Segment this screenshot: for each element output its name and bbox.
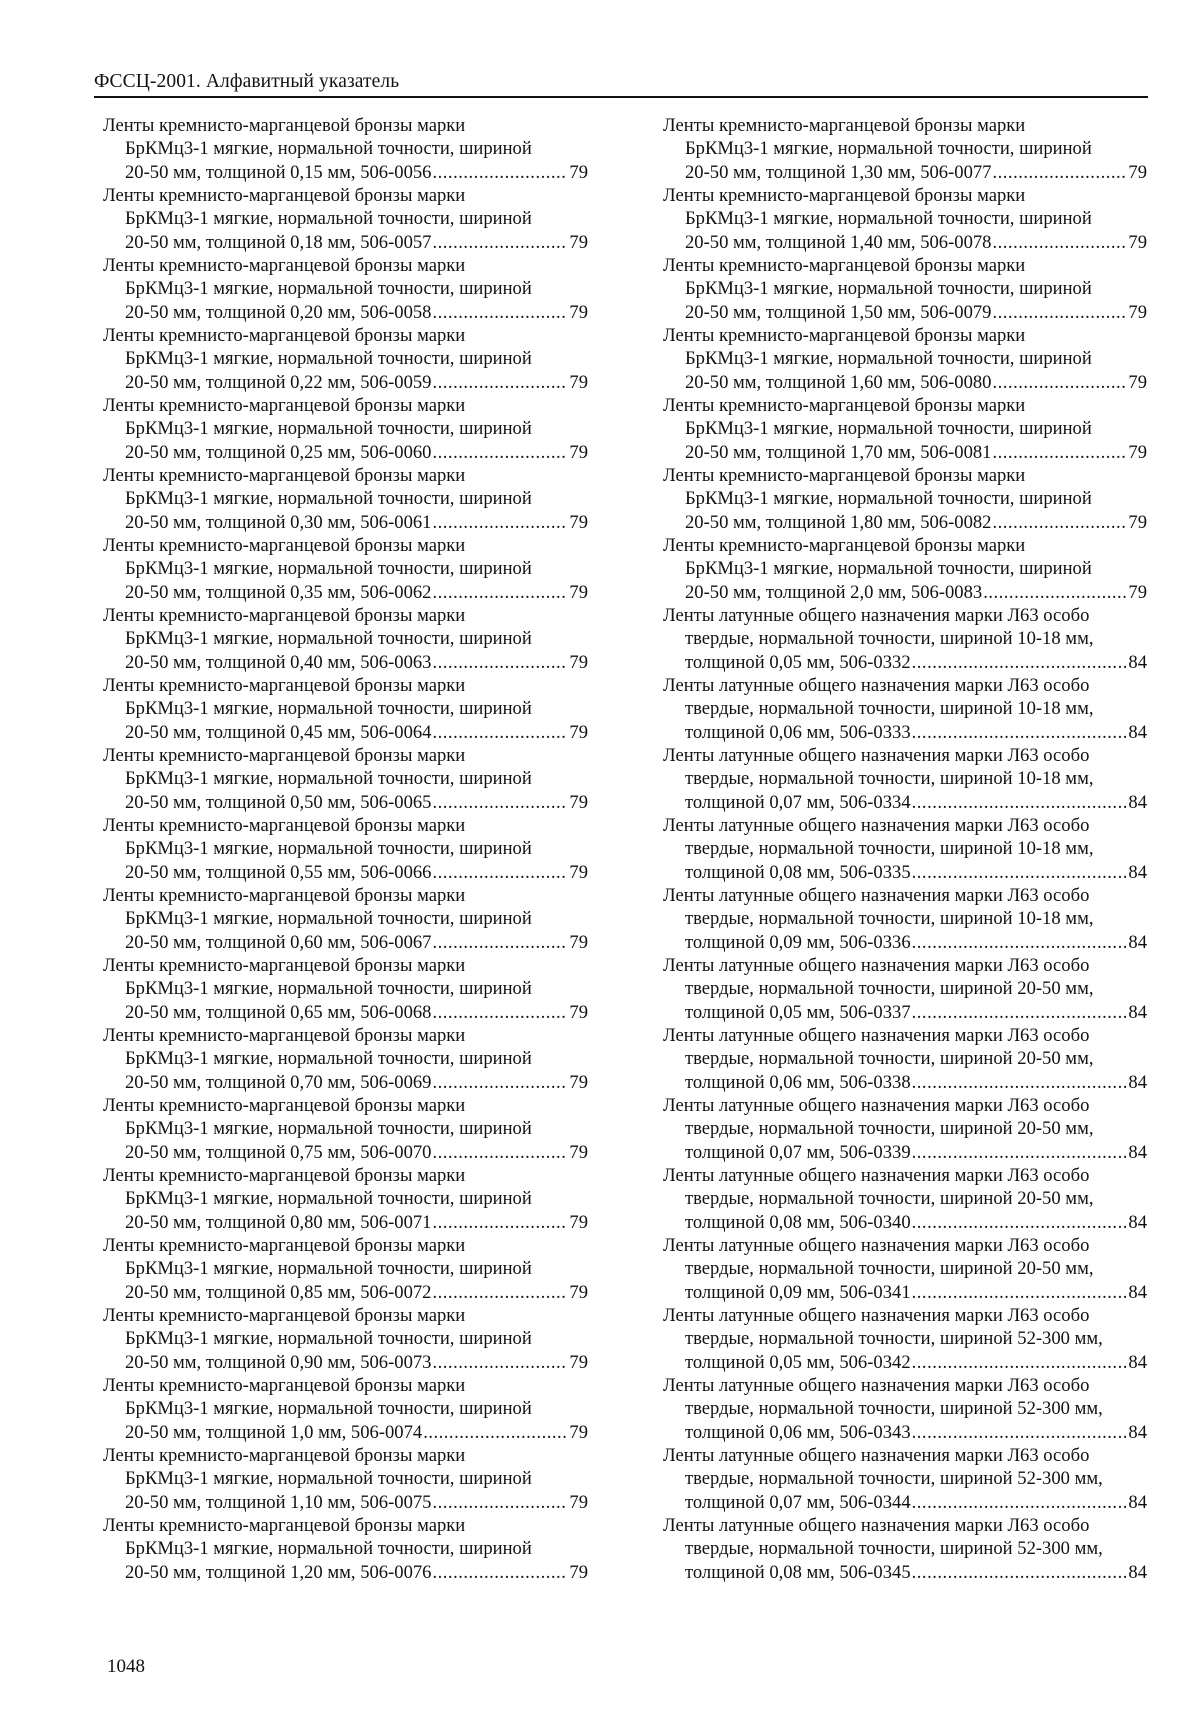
dot-leader: [912, 931, 1127, 954]
entry-code-text: 20-50 мм, толщиной 0,55 мм, 506-0066: [125, 861, 432, 883]
entry-line-1: Ленты кремнисто-марганцевой бронзы марки: [103, 815, 466, 836]
entry-line-3: [103, 1561, 588, 1584]
entry-line-2: твердые, нормальной точности, шириной 20-50 мм,: [685, 1118, 1094, 1140]
entry-line-1: Ленты кремнисто-марганцевой бронзы марки: [103, 325, 466, 346]
dot-leader: [432, 1491, 567, 1514]
index-column-left: [103, 114, 588, 1584]
entry-line-2: БрКМц3-1 мягкие, нормальной точности, шириной: [125, 1468, 532, 1490]
entry-code-text: толщиной 0,09 мм, 506-0336: [685, 931, 911, 953]
dot-leader: [432, 791, 567, 814]
dot-leader: [992, 161, 1126, 184]
entry-page-ref: 79: [569, 371, 588, 393]
entry-code-text: 20-50 мм, толщиной 0,60 мм, 506-0067: [125, 931, 432, 953]
entry-code-text: толщиной 0,05 мм, 506-0337: [685, 1001, 911, 1023]
entry-page-ref: 84: [1128, 1001, 1147, 1023]
entry-line-1: Ленты кремнисто-марганцевой бронзы марки: [103, 535, 466, 556]
dot-leader: [432, 1281, 567, 1304]
entry-line-2: БрКМц3-1 мягкие, нормальной точности, шириной: [685, 348, 1092, 370]
index-entry: [103, 1374, 588, 1444]
entry-line-3: [103, 651, 588, 674]
entry-page-ref: 84: [1128, 1351, 1147, 1373]
dot-leader: [912, 1421, 1127, 1444]
entry-code-text: 20-50 мм, толщиной 0,22 мм, 506-0059: [125, 371, 432, 393]
dot-leader: [912, 791, 1127, 814]
entry-page-ref: 79: [1128, 371, 1147, 393]
entry-line-2: БрКМц3-1 мягкие, нормальной точности, шириной: [685, 558, 1092, 580]
dot-leader: [432, 651, 567, 674]
dot-leader: [432, 581, 567, 604]
index-entry: [663, 1164, 1147, 1234]
entry-page-ref: 84: [1128, 1141, 1147, 1163]
entry-line-2: БрКМц3-1 мягкие, нормальной точности, шириной: [125, 698, 532, 720]
index-entry: [103, 604, 588, 674]
index-entry: [663, 954, 1147, 1024]
entry-line-1: Ленты латунные общего назначения марки Л63 особо: [663, 1165, 1090, 1186]
entry-line-3: [663, 1281, 1147, 1304]
entry-code-text: 20-50 мм, толщиной 0,70 мм, 506-0069: [125, 1071, 432, 1093]
entry-code-text: толщиной 0,05 мм, 506-0342: [685, 1351, 911, 1373]
index-entry: [663, 674, 1147, 744]
entry-line-1: Ленты кремнисто-марганцевой бронзы марки: [103, 745, 466, 766]
dot-leader: [912, 721, 1127, 744]
entry-page-ref: 79: [569, 651, 588, 673]
entry-code-text: толщиной 0,08 мм, 506-0345: [685, 1561, 911, 1583]
entry-line-2: БрКМц3-1 мягкие, нормальной точности, шириной: [125, 1258, 532, 1280]
entry-page-ref: 79: [569, 1421, 588, 1443]
entry-page-ref: 79: [569, 441, 588, 463]
dot-leader: [432, 1351, 567, 1374]
entry-line-1: Ленты латунные общего назначения марки Л63 особо: [663, 1025, 1090, 1046]
entry-line-3: [103, 1421, 588, 1444]
dot-leader: [432, 1561, 567, 1584]
entry-code-text: 20-50 мм, толщиной 1,20 мм, 506-0076: [125, 1561, 432, 1583]
entry-page-ref: 79: [569, 1491, 588, 1513]
dot-leader: [432, 301, 567, 324]
dot-leader: [423, 1421, 567, 1444]
entry-page-ref: 84: [1128, 1281, 1147, 1303]
entry-line-3: [663, 1001, 1147, 1024]
entry-line-3: [663, 1351, 1147, 1374]
entry-line-3: [103, 1491, 588, 1514]
entry-line-1: Ленты кремнисто-марганцевой бронзы марки: [663, 535, 1026, 556]
entry-line-1: Ленты кремнисто-марганцевой бронзы марки: [663, 465, 1026, 486]
entry-line-1: Ленты кремнисто-марганцевой бронзы марки: [103, 115, 466, 136]
dot-leader: [432, 1141, 567, 1164]
entry-page-ref: 79: [569, 1351, 588, 1373]
dot-leader: [432, 1211, 567, 1234]
entry-line-3: [663, 791, 1147, 814]
index-entry: [103, 674, 588, 744]
dot-leader: [432, 231, 567, 254]
entry-line-3: [103, 301, 588, 324]
entry-line-3: [663, 1211, 1147, 1234]
index-entry: [103, 184, 588, 254]
entry-page-ref: 79: [569, 1141, 588, 1163]
entry-line-2: твердые, нормальной точности, шириной 52-300 мм,: [685, 1468, 1103, 1490]
entry-code-text: 20-50 мм, толщиной 1,40 мм, 506-0078: [685, 231, 992, 253]
entry-code-text: толщиной 0,09 мм, 506-0341: [685, 1281, 911, 1303]
index-entry: [103, 394, 588, 464]
entry-line-3: [103, 1281, 588, 1304]
header-title: ФССЦ-2001. Алфавитный указатель: [94, 71, 400, 92]
entry-line-1: Ленты кремнисто-марганцевой бронзы марки: [663, 325, 1026, 346]
index-entry: [663, 884, 1147, 954]
entry-line-2: БрКМц3-1 мягкие, нормальной точности, шириной: [685, 418, 1092, 440]
index-entry: [663, 1374, 1147, 1444]
entry-line-3: [103, 511, 588, 534]
dot-leader: [992, 231, 1126, 254]
entry-line-3: [103, 161, 588, 184]
entry-line-1: Ленты кремнисто-марганцевой бронзы марки: [663, 185, 1026, 206]
entry-line-2: твердые, нормальной точности, шириной 10-18 мм,: [685, 698, 1094, 720]
entry-line-3: [663, 931, 1147, 954]
entry-line-1: Ленты кремнисто-марганцевой бронзы марки: [103, 955, 466, 976]
entry-line-2: БрКМц3-1 мягкие, нормальной точности, шириной: [125, 418, 532, 440]
entry-page-ref: 79: [569, 231, 588, 253]
index-entry: [663, 1024, 1147, 1094]
entry-line-1: Ленты кремнисто-марганцевой бронзы марки: [103, 1025, 466, 1046]
entry-line-2: БрКМц3-1 мягкие, нормальной точности, шириной: [125, 348, 532, 370]
entry-line-2: твердые, нормальной точности, шириной 52-300 мм,: [685, 1538, 1103, 1560]
entry-page-ref: 79: [569, 1071, 588, 1093]
index-entry: [103, 814, 588, 884]
entry-line-3: [663, 301, 1147, 324]
entry-line-2: твердые, нормальной точности, шириной 10-18 мм,: [685, 768, 1094, 790]
entry-page-ref: 79: [569, 1211, 588, 1233]
entry-page-ref: 79: [569, 1281, 588, 1303]
entry-line-3: [663, 1141, 1147, 1164]
entry-line-2: БрКМц3-1 мягкие, нормальной точности, шириной: [125, 208, 532, 230]
index-entry: [663, 1094, 1147, 1164]
entry-page-ref: 84: [1128, 1491, 1147, 1513]
index-entry: [103, 114, 588, 184]
entry-page-ref: 79: [1128, 301, 1147, 323]
entry-code-text: 20-50 мм, толщиной 1,80 мм, 506-0082: [685, 511, 992, 533]
entry-line-3: [663, 861, 1147, 884]
index-column-right: [663, 114, 1147, 1584]
dot-leader: [912, 861, 1127, 884]
entry-line-3: [103, 1351, 588, 1374]
index-entry: [663, 1444, 1147, 1514]
entry-line-2: БрКМц3-1 мягкие, нормальной точности, шириной: [125, 1188, 532, 1210]
entry-line-1: Ленты кремнисто-марганцевой бронзы марки: [103, 1165, 466, 1186]
index-entry: [663, 1234, 1147, 1304]
index-entry: [663, 464, 1147, 534]
entry-page-ref: 79: [569, 511, 588, 533]
index-entry: [663, 1514, 1147, 1584]
entry-line-2: БрКМц3-1 мягкие, нормальной точности, шириной: [685, 138, 1092, 160]
entry-code-text: 20-50 мм, толщиной 1,0 мм, 506-0074: [125, 1421, 423, 1443]
entry-page-ref: 79: [569, 581, 588, 603]
dot-leader: [992, 371, 1126, 394]
entry-line-2: БрКМц3-1 мягкие, нормальной точности, шириной: [125, 278, 532, 300]
entry-line-2: БрКМц3-1 мягкие, нормальной точности, шириной: [125, 1538, 532, 1560]
entry-line-2: БрКМц3-1 мягкие, нормальной точности, шириной: [125, 1118, 532, 1140]
entry-line-3: [103, 931, 588, 954]
entry-page-ref: 79: [1128, 441, 1147, 463]
entry-code-text: толщиной 0,06 мм, 506-0343: [685, 1421, 911, 1443]
entry-line-1: Ленты кремнисто-марганцевой бронзы марки: [103, 885, 466, 906]
dot-leader: [912, 1281, 1127, 1304]
entry-line-2: БрКМц3-1 мягкие, нормальной точности, шириной: [125, 488, 532, 510]
entry-line-1: Ленты кремнисто-марганцевой бронзы марки: [103, 1235, 466, 1256]
dot-leader: [432, 511, 567, 534]
entry-line-1: Ленты латунные общего назначения марки Л63 особо: [663, 675, 1090, 696]
entry-line-2: твердые, нормальной точности, шириной 20-50 мм,: [685, 1188, 1094, 1210]
entry-page-ref: 79: [569, 301, 588, 323]
entry-line-1: Ленты латунные общего назначения марки Л63 особо: [663, 815, 1090, 836]
entry-line-2: твердые, нормальной точности, шириной 20-50 мм,: [685, 978, 1094, 1000]
dot-leader: [432, 931, 567, 954]
index-entry: [103, 884, 588, 954]
dot-leader: [983, 581, 1126, 604]
entry-code-text: 20-50 мм, толщиной 0,20 мм, 506-0058: [125, 301, 432, 323]
entry-line-2: БрКМц3-1 мягкие, нормальной точности, шириной: [125, 1398, 532, 1420]
entry-line-1: Ленты кремнисто-марганцевой бронзы марки: [103, 395, 466, 416]
index-entry: [103, 1514, 588, 1584]
entry-code-text: 20-50 мм, толщиной 0,15 мм, 506-0056: [125, 161, 432, 183]
entry-line-3: [663, 1071, 1147, 1094]
entry-page-ref: 84: [1128, 1561, 1147, 1583]
entry-line-3: [103, 371, 588, 394]
entry-page-ref: 79: [1128, 231, 1147, 253]
entry-line-3: [663, 1421, 1147, 1444]
entry-line-2: БрКМц3-1 мягкие, нормальной точности, шириной: [125, 838, 532, 860]
entry-line-2: БрКМц3-1 мягкие, нормальной точности, шириной: [125, 1328, 532, 1350]
entry-line-3: [663, 581, 1147, 604]
index-entry: [103, 954, 588, 1024]
entry-page-ref: 79: [569, 1561, 588, 1583]
entry-page-ref: 84: [1128, 721, 1147, 743]
entry-line-1: Ленты кремнисто-марганцевой бронзы марки: [663, 115, 1026, 136]
index-entry: [663, 604, 1147, 674]
dot-leader: [432, 441, 567, 464]
index-entry: [663, 184, 1147, 254]
entry-code-text: 20-50 мм, толщиной 0,85 мм, 506-0072: [125, 1281, 432, 1303]
entry-line-1: Ленты латунные общего назначения марки Л63 особо: [663, 1305, 1090, 1326]
entry-line-3: [663, 511, 1147, 534]
entry-line-2: БрКМц3-1 мягкие, нормальной точности, шириной: [125, 1048, 532, 1070]
dot-leader: [912, 1561, 1127, 1584]
entry-line-3: [103, 1071, 588, 1094]
entry-code-text: 20-50 мм, толщиной 0,50 мм, 506-0065: [125, 791, 432, 813]
entry-line-3: [103, 581, 588, 604]
entry-line-3: [663, 1491, 1147, 1514]
entry-line-3: [103, 231, 588, 254]
page-number: 1048: [107, 1656, 145, 1677]
entry-line-2: БрКМц3-1 мягкие, нормальной точности, шириной: [125, 908, 532, 930]
dot-leader: [432, 161, 567, 184]
dot-leader: [992, 441, 1126, 464]
entry-line-1: Ленты латунные общего назначения марки Л63 особо: [663, 605, 1090, 626]
dot-leader: [992, 301, 1126, 324]
entry-page-ref: 84: [1128, 1071, 1147, 1093]
entry-code-text: толщиной 0,08 мм, 506-0340: [685, 1211, 911, 1233]
dot-leader: [992, 511, 1126, 534]
entry-page-ref: 79: [569, 1001, 588, 1023]
entry-page-ref: 79: [1128, 581, 1147, 603]
entry-line-3: [103, 861, 588, 884]
entry-line-1: Ленты кремнисто-марганцевой бронзы марки: [103, 1375, 466, 1396]
dot-leader: [432, 1001, 567, 1024]
index-entry: [103, 1094, 588, 1164]
dot-leader: [912, 651, 1127, 674]
index-entry: [103, 324, 588, 394]
entry-line-3: [103, 791, 588, 814]
entry-page-ref: 84: [1128, 1211, 1147, 1233]
entry-page-ref: 84: [1128, 931, 1147, 953]
entry-line-1: Ленты латунные общего назначения марки Л63 особо: [663, 885, 1090, 906]
entry-code-text: 20-50 мм, толщиной 0,18 мм, 506-0057: [125, 231, 432, 253]
index-entry: [103, 744, 588, 814]
entry-code-text: 20-50 мм, толщиной 1,60 мм, 506-0080: [685, 371, 992, 393]
index-entry: [663, 324, 1147, 394]
entry-page-ref: 84: [1128, 791, 1147, 813]
entry-line-1: Ленты кремнисто-марганцевой бронзы марки: [103, 1095, 466, 1116]
entry-line-2: БрКМц3-1 мягкие, нормальной точности, шириной: [685, 208, 1092, 230]
entry-line-3: [663, 161, 1147, 184]
entry-line-3: [663, 721, 1147, 744]
entry-code-text: 20-50 мм, толщиной 0,30 мм, 506-0061: [125, 511, 432, 533]
entry-line-3: [663, 441, 1147, 464]
entry-line-3: [103, 1211, 588, 1234]
index-entry: [103, 1444, 588, 1514]
entry-code-text: 20-50 мм, толщиной 2,0 мм, 506-0083: [685, 581, 983, 603]
entry-code-text: толщиной 0,08 мм, 506-0335: [685, 861, 911, 883]
entry-code-text: толщиной 0,07 мм, 506-0334: [685, 791, 911, 813]
entry-line-2: БрКМц3-1 мягкие, нормальной точности, шириной: [125, 138, 532, 160]
entry-line-1: Ленты латунные общего назначения марки Л63 особо: [663, 955, 1090, 976]
entry-line-2: БрКМц3-1 мягкие, нормальной точности, шириной: [685, 278, 1092, 300]
entry-line-3: [103, 1001, 588, 1024]
dot-leader: [912, 1351, 1127, 1374]
entry-page-ref: 79: [569, 161, 588, 183]
entry-line-3: [663, 231, 1147, 254]
index-entry: [103, 1024, 588, 1094]
entry-line-1: Ленты кремнисто-марганцевой бронзы марки: [103, 605, 466, 626]
entry-line-1: Ленты кремнисто-марганцевой бронзы марки: [103, 185, 466, 206]
entry-line-1: Ленты латунные общего назначения марки Л63 особо: [663, 1095, 1090, 1116]
dot-leader: [912, 1211, 1127, 1234]
entry-code-text: 20-50 мм, толщиной 0,80 мм, 506-0071: [125, 1211, 432, 1233]
entry-code-text: толщиной 0,06 мм, 506-0333: [685, 721, 911, 743]
entry-line-1: Ленты латунные общего назначения марки Л63 особо: [663, 1445, 1090, 1466]
index-entry: [103, 464, 588, 534]
entry-line-3: [103, 721, 588, 744]
entry-line-1: Ленты кремнисто-марганцевой бронзы марки: [103, 675, 466, 696]
entry-line-1: Ленты кремнисто-марганцевой бронзы марки: [103, 255, 466, 276]
entry-line-1: Ленты кремнисто-марганцевой бронзы марки: [103, 465, 466, 486]
entry-line-2: твердые, нормальной точности, шириной 10-18 мм,: [685, 628, 1094, 650]
entry-line-3: [103, 441, 588, 464]
index-entry: [663, 254, 1147, 324]
dot-leader: [912, 1491, 1127, 1514]
index-entry: [103, 1234, 588, 1304]
running-header: [94, 66, 1148, 98]
index-entry: [103, 1164, 588, 1234]
index-entry: [663, 114, 1147, 184]
entry-line-2: твердые, нормальной точности, шириной 52-300 мм,: [685, 1398, 1103, 1420]
dot-leader: [432, 371, 567, 394]
entry-line-3: [103, 1141, 588, 1164]
entry-code-text: 20-50 мм, толщиной 1,50 мм, 506-0079: [685, 301, 992, 323]
index-entry: [663, 814, 1147, 884]
entry-line-1: Ленты кремнисто-марганцевой бронзы марки: [103, 1445, 466, 1466]
entry-code-text: 20-50 мм, толщиной 0,35 мм, 506-0062: [125, 581, 432, 603]
entry-line-2: БрКМц3-1 мягкие, нормальной точности, шириной: [125, 628, 532, 650]
entry-line-1: Ленты кремнисто-марганцевой бронзы марки: [103, 1515, 466, 1536]
index-entry: [103, 254, 588, 324]
entry-code-text: 20-50 мм, толщиной 0,90 мм, 506-0073: [125, 1351, 432, 1373]
entry-page-ref: 84: [1128, 651, 1147, 673]
entry-page-ref: 79: [1128, 161, 1147, 183]
entry-line-2: БрКМц3-1 мягкие, нормальной точности, шириной: [685, 488, 1092, 510]
entry-code-text: толщиной 0,07 мм, 506-0339: [685, 1141, 911, 1163]
entry-line-2: БрКМц3-1 мягкие, нормальной точности, шириной: [125, 558, 532, 580]
entry-line-2: твердые, нормальной точности, шириной 10-18 мм,: [685, 838, 1094, 860]
entry-code-text: 20-50 мм, толщиной 1,10 мм, 506-0075: [125, 1491, 432, 1513]
index-entry: [103, 1304, 588, 1374]
entry-line-1: Ленты латунные общего назначения марки Л63 особо: [663, 1235, 1090, 1256]
entry-page-ref: 79: [569, 721, 588, 743]
dot-leader: [912, 1141, 1127, 1164]
entry-code-text: 20-50 мм, толщиной 1,70 мм, 506-0081: [685, 441, 992, 463]
entry-line-1: Ленты кремнисто-марганцевой бронзы марки: [103, 1305, 466, 1326]
index-entry: [663, 744, 1147, 814]
entry-page-ref: 79: [569, 791, 588, 813]
entry-line-2: твердые, нормальной точности, шириной 10-18 мм,: [685, 908, 1094, 930]
entry-page-ref: 79: [569, 931, 588, 953]
entry-page-ref: 84: [1128, 861, 1147, 883]
index-entry: [103, 534, 588, 604]
dot-leader: [432, 721, 567, 744]
entry-page-ref: 84: [1128, 1421, 1147, 1443]
entry-page-ref: 79: [569, 861, 588, 883]
entry-line-1: Ленты латунные общего назначения марки Л63 особо: [663, 745, 1090, 766]
entry-code-text: 20-50 мм, толщиной 1,30 мм, 506-0077: [685, 161, 992, 183]
entry-code-text: 20-50 мм, толщиной 0,75 мм, 506-0070: [125, 1141, 432, 1163]
dot-leader: [432, 1071, 567, 1094]
entry-code-text: толщиной 0,06 мм, 506-0338: [685, 1071, 911, 1093]
entry-line-1: Ленты латунные общего назначения марки Л63 особо: [663, 1515, 1090, 1536]
entry-line-1: Ленты латунные общего назначения марки Л63 особо: [663, 1375, 1090, 1396]
entry-line-2: твердые, нормальной точности, шириной 52-300 мм,: [685, 1328, 1103, 1350]
entry-line-3: [663, 371, 1147, 394]
dot-leader: [912, 1001, 1127, 1024]
dot-leader: [432, 861, 567, 884]
entry-line-1: Ленты кремнисто-марганцевой бронзы марки: [663, 255, 1026, 276]
entry-code-text: толщиной 0,05 мм, 506-0332: [685, 651, 911, 673]
entry-code-text: 20-50 мм, толщиной 0,45 мм, 506-0064: [125, 721, 432, 743]
index-entry: [663, 1304, 1147, 1374]
entry-line-2: твердые, нормальной точности, шириной 20-50 мм,: [685, 1048, 1094, 1070]
dot-leader: [912, 1071, 1127, 1094]
entry-line-1: Ленты кремнисто-марганцевой бронзы марки: [663, 395, 1026, 416]
entry-line-3: [663, 651, 1147, 674]
entry-code-text: 20-50 мм, толщиной 0,25 мм, 506-0060: [125, 441, 432, 463]
entry-line-3: [663, 1561, 1147, 1584]
entry-line-2: твердые, нормальной точности, шириной 20-50 мм,: [685, 1258, 1094, 1280]
entry-line-2: БрКМц3-1 мягкие, нормальной точности, шириной: [125, 768, 532, 790]
entry-page-ref: 79: [1128, 511, 1147, 533]
entry-code-text: толщиной 0,07 мм, 506-0344: [685, 1491, 911, 1513]
index-entry: [663, 394, 1147, 464]
entry-code-text: 20-50 мм, толщиной 0,65 мм, 506-0068: [125, 1001, 432, 1023]
index-entry: [663, 534, 1147, 604]
entry-code-text: 20-50 мм, толщиной 0,40 мм, 506-0063: [125, 651, 432, 673]
entry-line-2: БрКМц3-1 мягкие, нормальной точности, шириной: [125, 978, 532, 1000]
